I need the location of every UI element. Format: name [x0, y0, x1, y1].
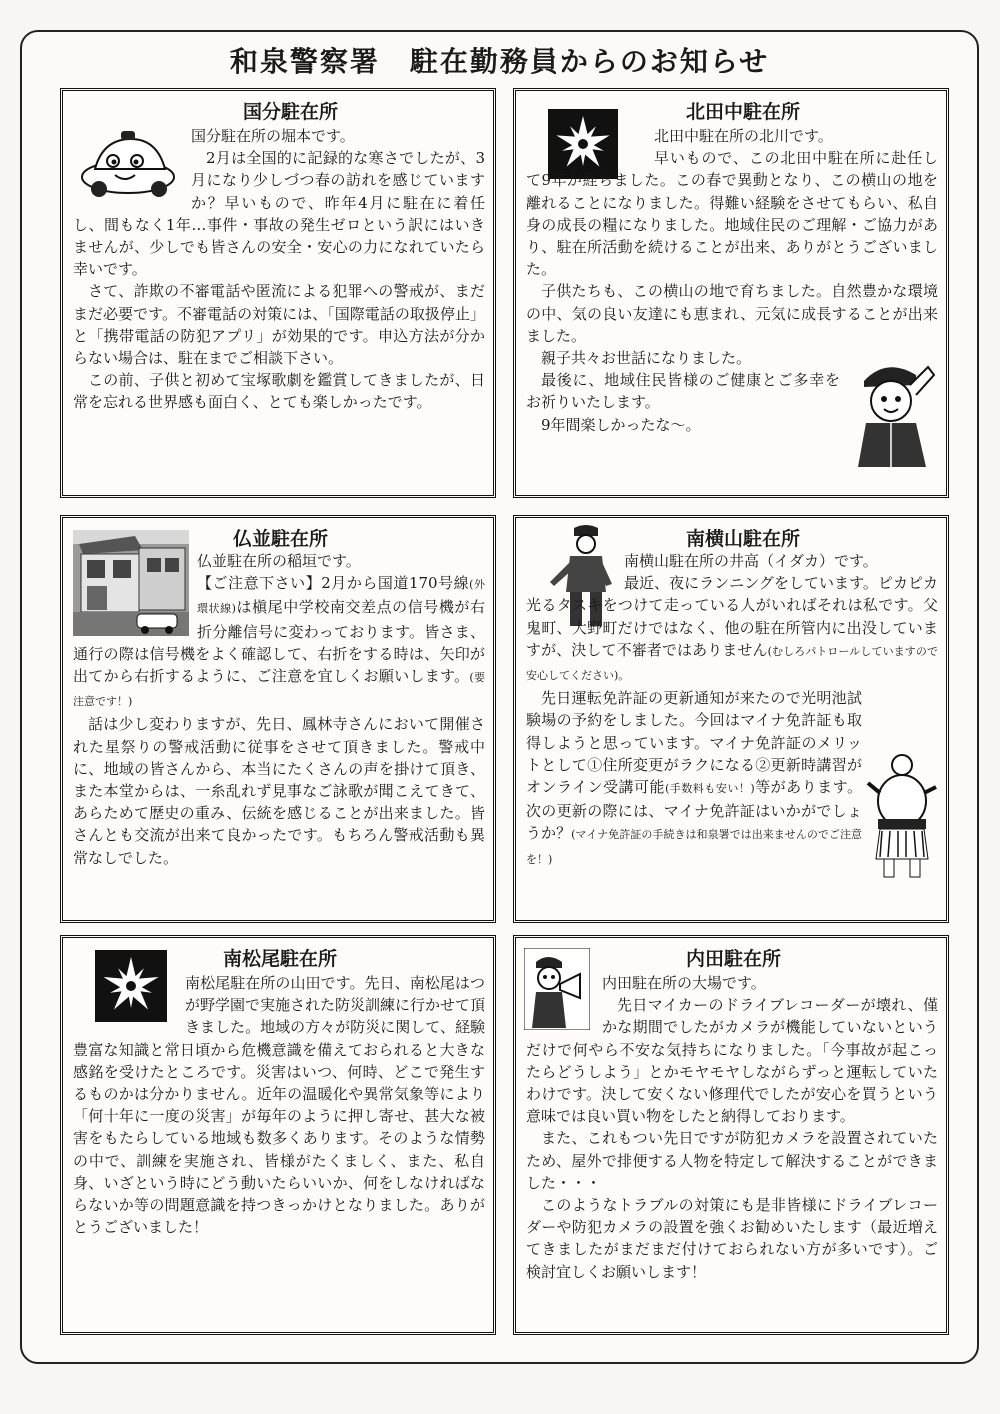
text-run: (外環状線) — [197, 578, 485, 616]
paragraph: 仏並駐在所の稲垣です。 — [197, 552, 361, 570]
paragraph: 子供たちも、この横山の地で育ちました。自然豊かな環境の中、気の良い友達にも恵まれ、元気に成長することが出来ました。 — [526, 282, 938, 345]
panel-kitatanaka — [513, 88, 949, 498]
paragraph: 国分駐在所の堀本です。 — [191, 127, 355, 145]
panel-body — [526, 972, 938, 1283]
panel-body — [526, 550, 938, 881]
paragraph: また、これもつい先日ですが防犯カメラを設置されていたため、屋外で排便する人物を特定して解決することができました・・・ — [526, 1129, 938, 1192]
emblem-spacer — [73, 972, 185, 1036]
paragraph: 北田中駐在所の北川です。 — [654, 127, 833, 145]
panel-body — [73, 972, 485, 1238]
text-run: 等があります。次の更新の際には、マイナ免許証はいかがでしょうか？ — [526, 778, 862, 843]
panel-body — [73, 550, 485, 869]
panel-title: 内田駐在所 — [686, 948, 782, 970]
panel-title: 仏並駐在所 — [233, 528, 329, 550]
text-run: (マイナ免許証の手続きは和泉署では出来ませんのでご注意を！) — [526, 828, 862, 866]
paragraph: 2月は全国的に記録的な寒さでしたが、3月になり少しづつ春の訪れを感じていますか？早いもので、昨年4月に駐在に着任し、間もなく1年…事件・事故の発生ゼロという訳にはいきませんが、少しでも皆さんの安全・安心の力になれていたら幸いです。 — [73, 149, 485, 279]
panel-body — [526, 125, 938, 469]
panel-title: 国分駐在所 — [243, 101, 339, 123]
paragraph: 内田駐在所の大場です。 — [602, 974, 766, 992]
text-run: (手数料も安い！) — [665, 782, 755, 796]
text-run: 最近、夜にランニングをしています。ピカピカ光るタスキをつけて走っている人がいればそれは私です。父鬼町、大野町だけではなく、他の駐在所管内に出没していますが、決して不審者ではありません — [526, 574, 938, 659]
paragraph: 話は少し変わりますが、先日、鳳林寺さんにおいて開催された星祭りの警戒活動に従事をさせて頂きました。警戒中に、地域の皆さんから、本当にたくさんの声を掛けて頂き、また本堂からは、一糸乱れず見事なご詠歌が聞こえてきて、あらためて歴史の重み、伝統を感じることが出来ました。皆さんとも交流が出来て良かったです。もちろん警戒活動も異常なしでした。 — [73, 715, 485, 867]
panel-minamimatsuo — [60, 935, 496, 1335]
panel-butsunami — [60, 515, 496, 923]
police-officer-salute-icon — [846, 351, 938, 469]
text-run: は槇尾中学校南交差点の信号機が右折分離信号に変わっております。皆さま、通行の際は信号機をよく確認して、右折をする時は、矢印が出てから右折するように、ご注意を宜しくお願いします。 — [73, 598, 485, 686]
text-run: (要注意です！) — [73, 671, 485, 709]
panel-title: 南横山駐在所 — [686, 528, 801, 550]
paragraph: 最後に、地域住民皆様のご健康とご多幸をお祈りいたします。 — [526, 371, 840, 412]
paragraph: 早いもので、この北田中駐在所に赴任して9年が経ちました。この春で異動となり、この横山の地を離れることになりました。得難い経験をさせてもらい、私自身の成長の糧になりました。地域住民のご理解・ご協力があり、駐在所活動を続けることが出来、ありがとうございました。 — [526, 149, 938, 279]
paragraph: 南松尾駐在所の山田です。先日、南松尾はつが野学園で実施された防災訓練に行かせて頂きました。地域の方々が防災に関して、経験豊富な知識と常日頃から危機意識を備えておられると大きな感銘を受けたところです。災害はいつ、何時、どこで発生するものかは分かりません。近年の温暖化や異常気象等により「何十年に一度の災害」が毎年のように押し寄せ、甚大な被害をもたらしている地域も数多くあります。そのような情勢の中で、訓練を実施され、皆様がたくましく、また、私自身、いざという時にどう動いたらいいか、何をしなければならないか等の問題意識を持つきっかけとなりました。ありがとうございました！ — [73, 974, 486, 1237]
text-run: 【ご注意下さい】2月から国道170号線 — [197, 574, 470, 593]
panel-kokubu — [60, 88, 496, 498]
icon-spacer — [526, 972, 602, 1036]
panel-uchida — [513, 935, 949, 1335]
paragraph: この前、子供と初めて宝塚歌劇を鑑賞してきましたが、日常を忘れる世界感も面白く、とても楽しかったです。 — [73, 371, 485, 412]
panel-body — [73, 125, 485, 414]
paragraph: 南横山駐在所の井高（イダカ）です。 — [624, 552, 878, 570]
paragraph: このようなトラブルの対策にも是非皆様にドライブレコーダーや防犯カメラの設置を強くお勧めいたします（最近増えてきましたがまだまだ付けておられない方が多いです）。ご検討宜しくお願いします！ — [526, 1196, 938, 1281]
panel-title: 南松尾駐在所 — [223, 948, 338, 970]
police-car-icon — [73, 125, 185, 201]
text-run: 先日運転免許証の更新通知が来たので光明池試験場の予約をしました。今回はマイナ免許証も取得しようと思っています。マイナ免許証のメリットとして①住所変更がラクになる②更新時講習がオンライン受講可能 — [526, 689, 862, 797]
sumo-wrestler-icon — [866, 751, 938, 881]
panel-minamiyokoyama — [513, 515, 949, 923]
paragraph: 先日マイカーのドライブレコーダーが壊れ、僅かな期間でしたがカメラが機能していないというだけで何やら不安な気持ちになりました。「今事故が起こったらどうしよう」とかモヤモヤしながらずっと運転していたわけです。決して安くない修理代でしたが安心を買うという意味では良い買い物をしたと納得しております。 — [526, 996, 938, 1126]
paragraph: さて、詐欺の不審電話や匿流による犯罪への警戒が、まだまだ必要です。不審電話の対策には、「国際電話の取扱停止」と「携帯電話の防犯アプリ」が効果的です。申込方法が分からない場合は、駐在までご相談下さい。 — [73, 282, 485, 368]
police-box-photo — [73, 530, 191, 638]
text-run: (むしろパトロールしていますので安心してください)。 — [526, 644, 938, 683]
paragraph: 9年間楽しかったな～。 — [541, 415, 701, 434]
panel-title: 北田中駐在所 — [686, 101, 801, 123]
paragraph: 親子共々お世話になりました。 — [541, 349, 752, 368]
paragraph — [526, 572, 938, 687]
page-title: 和泉警察署 駐在勤務員からのお知らせ — [229, 45, 770, 78]
